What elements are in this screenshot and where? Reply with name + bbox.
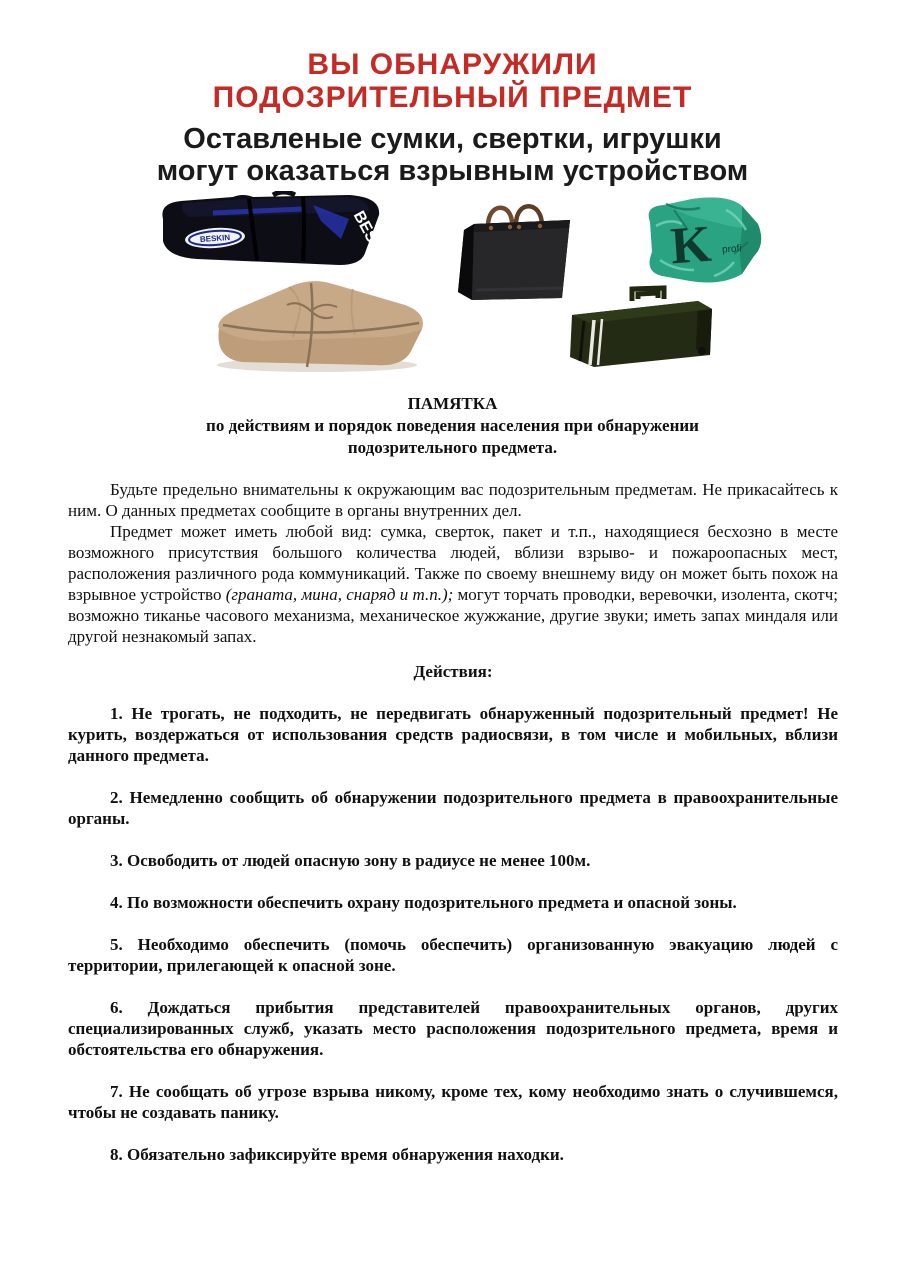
action-item-3: 3. Освободить от людей опасную зону в радиусе не менее 100м. (110, 851, 591, 870)
green-bag-logo-small-text: profi (721, 243, 742, 256)
warning-line-2: ПОДОЗРИТЕЛЬНЫЙ ПРЕДМЕТ (212, 81, 693, 114)
action-item-8: 8. Обязательно зафиксируйте время обнаружения находки. (110, 1145, 564, 1164)
action-item-1: 1. Не трогать, не подходить, не передвигать обнаруженный подозрительный предмет! Не курить, воздержаться от использования средств радиосвязи, в том числе и мобильных, вблизи данного предмета. (68, 704, 838, 765)
warning-subtitle (0, 123, 905, 187)
action-item-5: 5. Необходимо обеспечить (помочь обеспечить) организованную эвакуацию людей с территории, прилегающей к опасной зоне. (68, 935, 838, 975)
warning-line-1: ВЫ ОБНАРУЖИЛИ (307, 48, 598, 81)
memo-subtitle-line-2: подозрительного предмета. (347, 438, 558, 457)
action-item-6: 6. Дождаться прибытия представителей правоохранительных органов, других специализированных служб, указать место расположения подозрительного предмета, время и обстоятельства его обнаружения. (68, 998, 838, 1059)
memo-body (68, 479, 838, 1165)
memo-title: ПАМЯТКА (407, 394, 498, 413)
paragraph-object-description (68, 521, 838, 647)
duffel-logo-text: BESKIN (199, 232, 231, 245)
subtitle-line-2: могут оказаться взрывным устройством (156, 155, 749, 187)
memo-title-block (0, 393, 905, 459)
paragraph-attention: Будьте предельно внимательны к окружающим вас подозрительным предметам. Не прикасайтесь к ним. О данных предметах сообщите в органы внутренних дел. (68, 480, 838, 520)
paragraph2-text-after: могут торчать проводки, веревочки, изолента, скотч; возможно тиканье часового механизма, механическое жужжание, другие звуки; иметь запах миндаля или другой незнакомый запах. (68, 585, 838, 646)
black-case-image (560, 281, 724, 369)
paragraph2-italic-examples: (граната, мина, снаряд и т.п.); (225, 585, 454, 604)
green-plastic-bag-image (630, 196, 770, 288)
duffel-bag-image (153, 191, 387, 275)
subtitle-line-1: Оставленые сумки, свертки, игрушки (183, 123, 722, 155)
duffel-side-text: BES (349, 208, 381, 246)
suspicious-objects-images (0, 189, 905, 375)
green-bag-logo-letter: K (668, 215, 714, 276)
action-item-2: 2. Немедленно сообщить об обнаружении подозрительного предмета в правоохранительные органы. (68, 788, 838, 828)
warning-headline (0, 48, 905, 114)
memo-subtitle-line-1: по действиям и порядок поведения населения при обнаружении (206, 416, 699, 435)
actions-heading: Действия: (413, 662, 493, 681)
paragraph2-text-before: Предмет может иметь любой вид: сумка, сверток, пакет и т.п., находящиеся бесхозно в месте возможного присутствия большого количества людей, вблизи взрыво- и пожароопасных мест, расположения различного рода коммуникаций. Также по своему внешнему виду он может быть похож на взрывное устройство (68, 522, 838, 604)
wrapped-parcel-image (203, 277, 431, 373)
action-item-7: 7. Не сообщать об угрозе взрыва никому, кроме тех, кому необходимо знать о случившемся, чтобы не создавать панику. (68, 1082, 838, 1122)
action-item-4: 4. По возможности обеспечить охрану подозрительного предмета и опасной зоны. (110, 893, 737, 912)
